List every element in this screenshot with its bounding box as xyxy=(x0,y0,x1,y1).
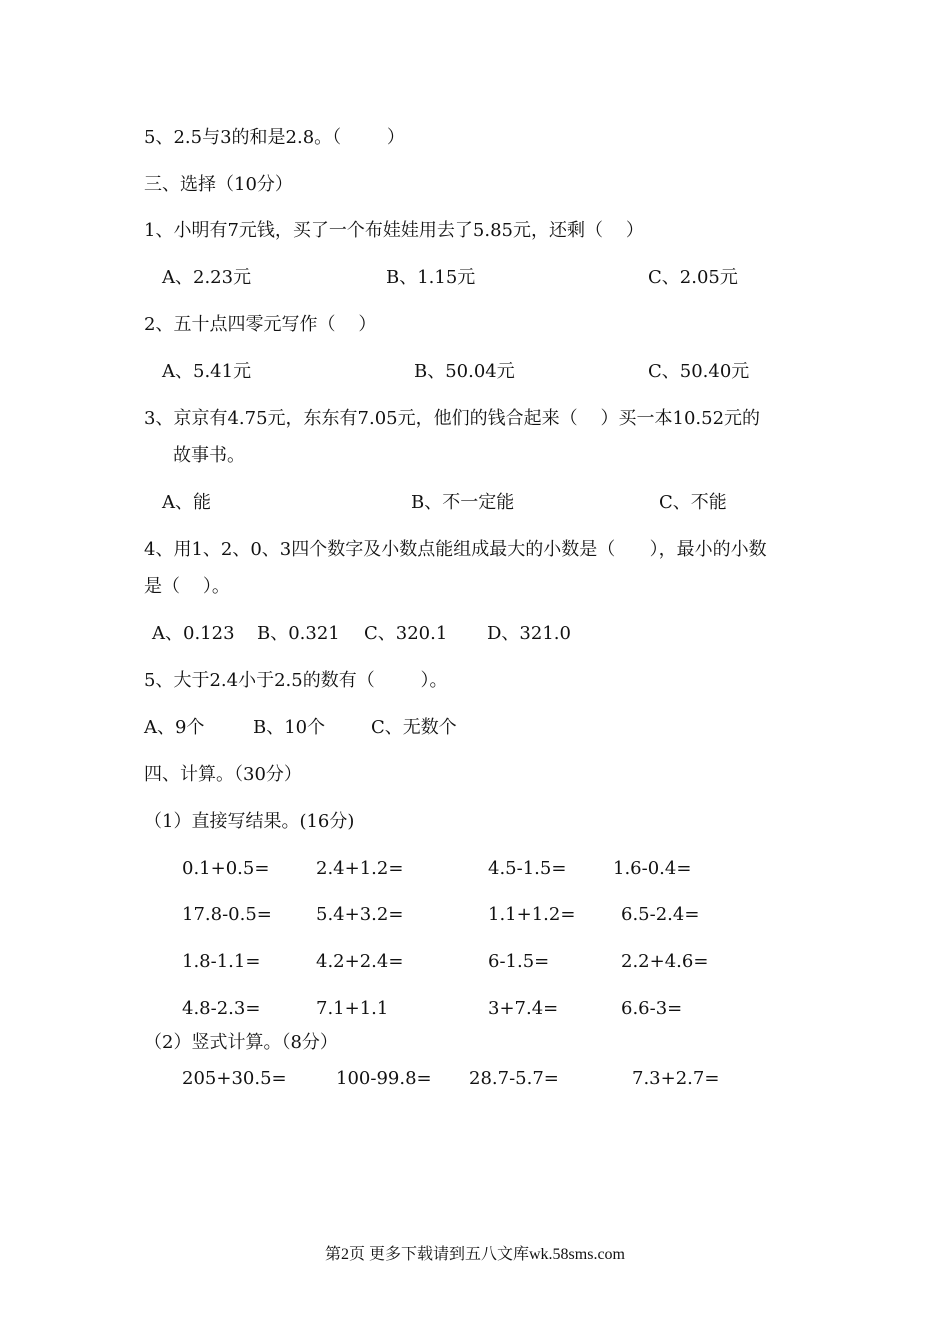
choice-4-option-a: A、0.123 xyxy=(152,623,235,644)
choice-question-5: 5、大于2.4小于2.5的数有（ ）。 xyxy=(144,670,448,691)
direct-item: 6-1.5= xyxy=(488,951,550,972)
choice-1-option-a: A、2.23元 xyxy=(162,267,252,288)
direct-item: 4.5-1.5= xyxy=(488,858,567,879)
direct-item: 2.2+4.6= xyxy=(621,951,709,972)
choice-question-3: 3、京京有4.75元，东东有7.05元，他们的钱合起来（ ）买一本10.52元的 xyxy=(144,408,761,429)
direct-item: 4.2+2.4= xyxy=(316,951,404,972)
section-calculation-heading: 四、计算。（30分） xyxy=(144,764,302,785)
choice-2-option-c: C、50.40元 xyxy=(648,361,750,382)
choice-5-option-c: C、无数个 xyxy=(371,717,457,738)
direct-item: 3+7.4= xyxy=(488,998,559,1019)
direct-item: 7.1+1.1 xyxy=(316,998,389,1019)
direct-item: 17.8-0.5= xyxy=(182,904,272,925)
direct-item: 1.6-0.4= xyxy=(613,858,692,879)
choice-question-4-continued: 是（ ）。 xyxy=(144,576,230,597)
vertical-calc-heading: （2）竖式计算。（8分） xyxy=(144,1032,338,1053)
choice-4-option-d: D、321.0 xyxy=(487,623,571,644)
choice-2-option-b: B、50.04元 xyxy=(414,361,515,382)
choice-question-2: 2、五十点四零元写作（ ） xyxy=(144,314,377,335)
choice-5-option-a: A、9个 xyxy=(144,717,205,738)
judgment-item-5: 5、2.5与3的和是2.8。（ ） xyxy=(144,127,405,148)
direct-item: 1.8-1.1= xyxy=(182,951,261,972)
choice-question-4: 4、用1、2、0、3四个数字及小数点能组成最大的小数是（ ），最小的小数 xyxy=(144,539,767,560)
direct-item: 6.6-3= xyxy=(621,998,683,1019)
choice-5-option-b: B、10个 xyxy=(253,717,326,738)
vertical-item: 205+30.5= xyxy=(182,1068,287,1089)
direct-item: 5.4+3.2= xyxy=(316,904,404,925)
section-choice-heading: 三、选择（10分） xyxy=(144,174,293,195)
direct-item: 0.1+0.5= xyxy=(182,858,270,879)
choice-2-option-a: A、5.41元 xyxy=(162,361,252,382)
direct-answer-heading: （1）直接写结果。(16分) xyxy=(144,811,355,832)
choice-1-option-b: B、1.15元 xyxy=(386,267,476,288)
vertical-item: 7.3+2.7= xyxy=(632,1068,720,1089)
direct-item: 4.8-2.3= xyxy=(182,998,261,1019)
choice-1-option-c: C、2.05元 xyxy=(648,267,738,288)
choice-3-option-c: C、不能 xyxy=(659,492,727,513)
vertical-item: 100-99.8= xyxy=(336,1068,432,1089)
choice-3-option-a: A、能 xyxy=(162,492,211,513)
choice-question-3-continued: 故事书。 xyxy=(173,445,245,466)
vertical-item: 28.7-5.7= xyxy=(469,1068,559,1089)
choice-4-option-b: B、0.321 xyxy=(257,623,340,644)
page-footer: 第2页 更多下载请到五八文库wk.58sms.com xyxy=(324,1246,625,1263)
choice-4-option-c: C、320.1 xyxy=(364,623,448,644)
direct-item: 6.5-2.4= xyxy=(621,904,700,925)
direct-item: 1.1+1.2= xyxy=(488,904,576,925)
direct-item: 2.4+1.2= xyxy=(316,858,404,879)
choice-3-option-b: B、不一定能 xyxy=(411,492,515,513)
choice-question-1: 1、小明有7元钱，买了一个布娃娃用去了5.85元，还剩（ ） xyxy=(144,220,644,241)
